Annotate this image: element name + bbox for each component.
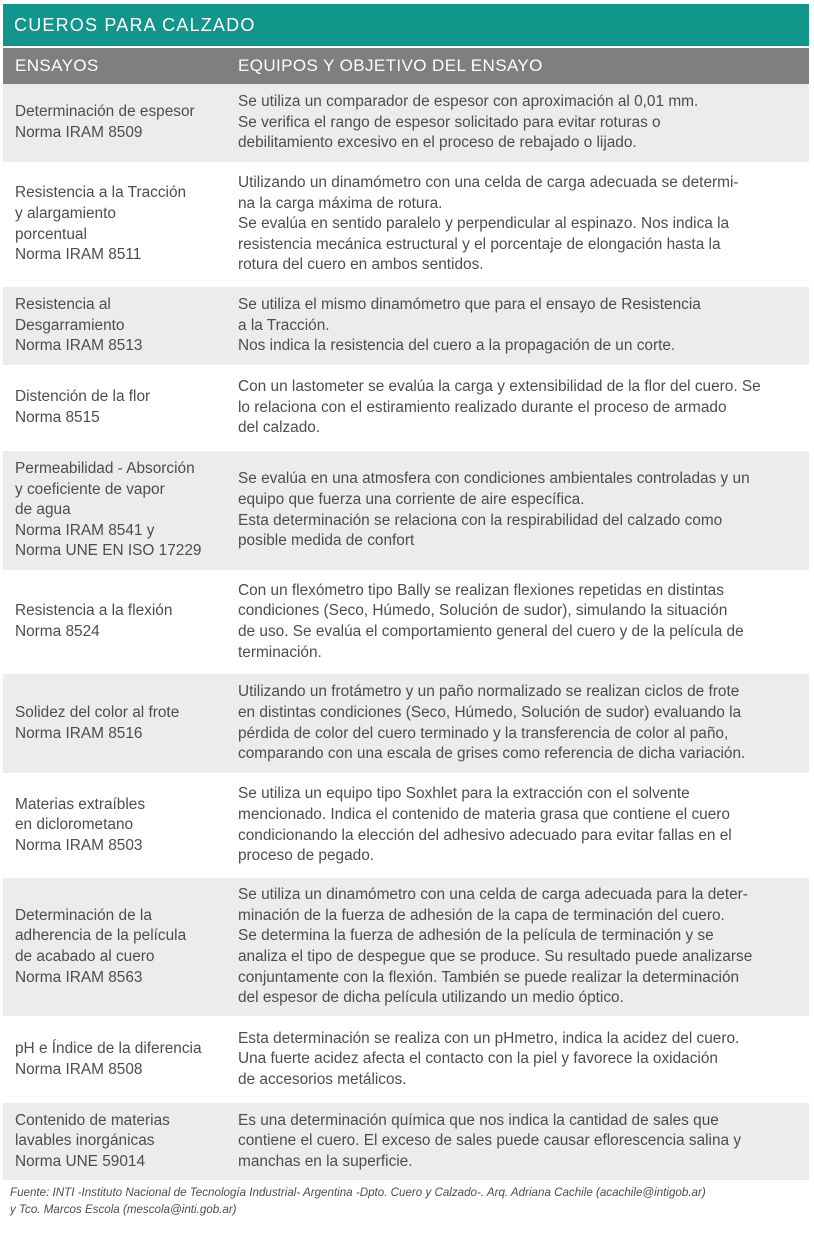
table-row [3, 1018, 809, 1103]
test-name: Resistencia al Desgarramiento Norma IRAM 8513 [15, 296, 143, 355]
test-description: Se utiliza un comparador de espesor con aproximación al 0,01 mm. Se verifica el rango de espesor solicitado para evitar roturas o debilitamiento excesivo en el proceso de rebajado o lijado. [238, 93, 699, 152]
table-row [3, 367, 809, 451]
test-description: Utilizando un dinamómetro con una celda de carga adecuada se determi- na la carga máxima de rotura. Se evalúa en sentido paralelo y perpendicular al espinazo. Nos indica la resistencia mecánica estructural y el porcentaje de elongación hasta la rotura del cuero en ambos sentidos. [238, 174, 739, 274]
table-title: CUEROS PARA CALZADO [3, 4, 809, 46]
table-header [3, 48, 809, 84]
test-description: Se utiliza un equipo tipo Soxhlet para la extracción con el solvente mencionado. Indica el contenido de materia grasa que contiene el cuero condicionando la elección del adhesivo adecuado para evitar fallas en el proceso de pegado. [238, 785, 732, 865]
test-name: Distención de la flor Norma 8515 [15, 388, 151, 426]
test-name: pH e Índice de la diferencia Norma IRAM 8508 [15, 1039, 202, 1078]
test-description: Se utiliza el mismo dinamómetro que para el ensayo de Resistencia a la Tracción. Nos indica la resistencia del cuero a la propagación de un corte. [238, 296, 701, 355]
test-name: Permeabilidad - Absorción y coeficiente de vapor de agua Norma IRAM 8541 y Norma UNE EN ISO 17229 [15, 460, 202, 560]
table-body [3, 84, 809, 1182]
table-row [3, 674, 809, 775]
test-description: Con un flexómetro tipo Bally se realizan flexiones repetidas en distintas condiciones (Seco, Húmedo, Solución de sudor), simulando la situación de uso. Se evalúa el comportamiento general del cuero y de la película de terminación. [238, 581, 744, 661]
test-name: Resistencia a la Tracción y alargamiento porcentual Norma IRAM 8511 [15, 184, 187, 264]
table-row [3, 84, 809, 164]
test-name: Solidez del color al frote Norma IRAM 8516 [15, 703, 180, 742]
table-row [3, 1103, 809, 1182]
column-header-equipos: EQUIPOS Y OBJETIVO DEL ENSAYO [238, 56, 543, 75]
table-row [3, 878, 809, 1018]
table-row [3, 775, 809, 878]
test-name: Resistencia a la flexión Norma 8524 [15, 602, 173, 640]
test-description: Se utiliza un dinamómetro con una celda de carga adecuada para la deter- minación de la fuerza de adhesión de la capa de terminación del cuero. Se determina la fuerza de adhesión de la película de terminación y se analiza el tipo de despegue que se produce. Su resultado puede analizarse conjuntamente con la flexión. También se puede realizar la determinación del espesor de dicha película utilizando un medio óptico. [238, 886, 753, 1007]
table-row [3, 451, 809, 572]
test-name: Materias extraíbles en diclorometano Norma IRAM 8503 [15, 795, 146, 854]
column-header-ensayos: ENSAYOS [15, 56, 99, 75]
source-footnote: Fuente: INTI -Instituto Nacional de Tecnología Industrial- Argentina -Dpto. Cuero y Calzado-. Arq. Adriana Cachile (acachile@intigob.ar) y Tco. Marcos Escola (mescola@inti.gob.ar) [10, 1186, 706, 1216]
test-description: Con un lastometer se evalúa la carga y extensibilidad de la flor del cuero. Se lo relaciona con el estiramiento realizado durante el proceso de armado del calzado. [238, 378, 761, 437]
test-name: Contenido de materias lavables inorgánicas Norma UNE 59014 [15, 1111, 170, 1170]
table-row [3, 164, 809, 287]
test-description: Esta determinación se realiza con un pHmetro, indica la acidez del cuero. Una fuerte acidez afecta el contacto con la piel y favorece la oxidación de accesorios metálicos. [238, 1029, 740, 1088]
table-row [3, 572, 809, 674]
test-name: Determinación de la adherencia de la película de acabado al cuero Norma IRAM 8563 [15, 906, 187, 986]
test-description: Utilizando un frotámetro y un paño normalizado se realizan ciclos de frote en distintas condiciones (Seco, Húmedo, Solución de sudor) evaluando la pérdida de color del cuero terminado y la transferencia de color al paño, comparando con una escala de grises como referencia de dicha variación. [238, 683, 746, 763]
test-description: Es una determinación química que nos indica la cantidad de sales que contiene el cuero. El exceso de sales puede causar eflorescencia salina y manchas en la superficie. [238, 1111, 742, 1170]
test-name: Determinación de espesor Norma IRAM 8509 [15, 103, 195, 141]
test-description: Se evalúa en una atmosfera con condiciones ambientales controladas y un equipo que fuerza una corriente de aire específica. Esta determinación se relaciona con la respirabilidad del calzado como posible medida de confort [238, 470, 750, 550]
table-row [3, 287, 809, 367]
